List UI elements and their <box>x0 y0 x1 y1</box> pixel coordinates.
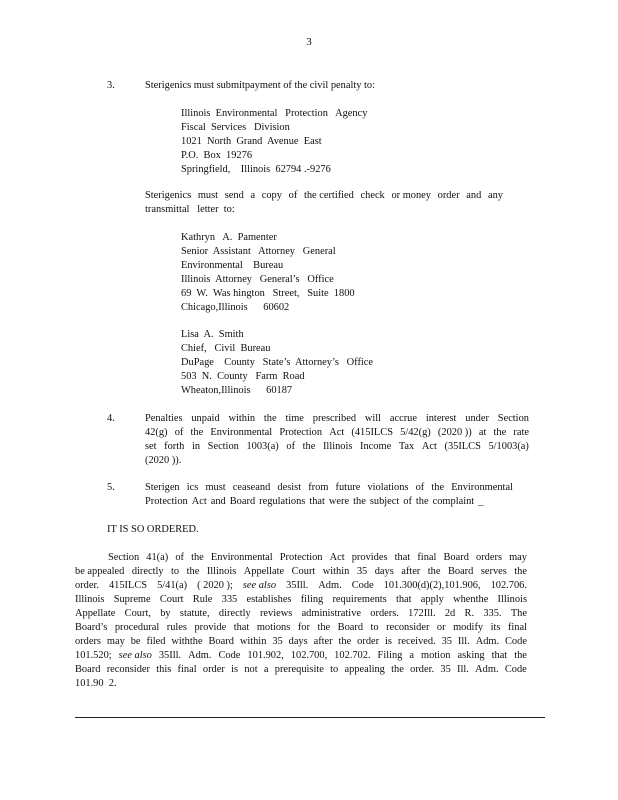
word: desist <box>277 482 302 493</box>
word: and <box>210 496 226 507</box>
text-line <box>75 593 527 607</box>
text-line <box>75 621 527 635</box>
item-5-text <box>145 481 513 509</box>
word: time <box>285 413 304 424</box>
item-3-intro: Sterigenics must submitpayment of the civil penalty to: <box>145 80 375 91</box>
text-line <box>75 551 527 565</box>
address-line: Environmental Bureau <box>181 260 284 271</box>
footer-divider <box>75 717 545 718</box>
word: the <box>415 496 429 507</box>
word: the <box>514 650 527 661</box>
word: the <box>263 413 277 424</box>
word: Code <box>351 580 374 591</box>
word: Board <box>447 566 474 577</box>
word: Ill. <box>457 636 470 647</box>
word: Adm. <box>188 650 212 661</box>
word: _ <box>478 496 484 507</box>
text-line <box>145 481 513 495</box>
word: final <box>507 622 527 633</box>
word: by <box>160 608 171 619</box>
word: Adm. <box>318 580 342 591</box>
word: its <box>490 622 501 633</box>
word: and <box>466 190 482 201</box>
word: The <box>510 608 527 619</box>
word: copy <box>261 190 282 201</box>
text-line <box>145 189 503 203</box>
word: the <box>191 552 204 563</box>
word: 102.702. <box>334 650 371 661</box>
word: after <box>401 566 421 577</box>
word: Board <box>208 636 234 647</box>
word: that <box>491 650 508 661</box>
word: the <box>353 496 366 507</box>
word: of <box>175 552 184 563</box>
word: prescribed <box>312 413 357 424</box>
word: see also <box>242 580 277 591</box>
word: 172Ill. <box>408 608 436 619</box>
word: not <box>244 664 258 675</box>
word: Code <box>504 664 527 675</box>
address-line: Wheaton,Illinois 60187 <box>181 385 293 396</box>
word: 5/1003(a) <box>488 441 529 452</box>
word: orders <box>75 636 101 647</box>
word: order <box>357 636 380 647</box>
word: Court <box>159 594 184 605</box>
word: 101.90 2. <box>75 678 117 689</box>
word: prerequisite <box>274 664 324 675</box>
word: the <box>186 566 200 577</box>
word: asking <box>457 650 485 661</box>
word: 35 <box>441 636 452 647</box>
word: Board <box>337 622 364 633</box>
word: will <box>364 413 382 424</box>
word: that <box>309 496 325 507</box>
word: (35ILCS <box>444 441 481 452</box>
word: future <box>335 482 361 493</box>
address-line: Illinois Attorney General’s Office <box>181 274 334 285</box>
appeal-paragraph <box>75 551 527 691</box>
word: 41(a) <box>146 552 169 563</box>
word: or <box>436 622 446 633</box>
address-line: Kathryn A. Pamenter <box>181 232 277 243</box>
word: 42(g) <box>145 427 168 438</box>
word: Act <box>421 441 437 452</box>
word: reconsider <box>386 622 430 633</box>
word: to <box>370 622 379 633</box>
word: orders <box>476 552 502 563</box>
word: Illinois <box>497 594 527 605</box>
word: order. <box>75 580 99 591</box>
text-line <box>75 663 527 677</box>
word: Section <box>108 552 140 563</box>
word: Court, <box>124 608 151 619</box>
word: that <box>233 622 250 633</box>
word: R. <box>464 608 475 619</box>
word: be <box>130 636 141 647</box>
word: unpaid <box>191 413 220 424</box>
word: subject <box>369 496 400 507</box>
word: serves <box>480 566 507 577</box>
word: withthe <box>171 636 203 647</box>
item-4-text <box>145 412 529 468</box>
text-line <box>75 607 527 621</box>
word: at <box>478 427 487 438</box>
word: 35Ill. <box>158 650 182 661</box>
word: motions <box>256 622 291 633</box>
word: reviews <box>259 608 293 619</box>
word: set <box>145 441 157 452</box>
word: 5/42(g) <box>400 427 431 438</box>
word: 35Ill. <box>286 580 309 591</box>
word: establishes <box>246 594 292 605</box>
address-line: Chicago,Illinois 60602 <box>181 302 290 313</box>
word: Illinois <box>206 566 237 577</box>
word: procedural <box>114 622 160 633</box>
word: Filing <box>377 650 403 661</box>
word: must <box>197 190 219 201</box>
text-line <box>145 440 529 454</box>
word: Section <box>207 441 239 452</box>
address-line: Lisa A. Smith <box>181 329 244 340</box>
word: Rule <box>192 594 213 605</box>
word: Act <box>191 496 207 507</box>
word: the <box>317 622 331 633</box>
word: of <box>286 441 296 452</box>
address-line: DuPage County State’s Attorney’s Office <box>181 357 374 368</box>
word: is <box>385 636 392 647</box>
word: 5/41(a) <box>157 580 188 591</box>
word: 102.700, <box>290 650 328 661</box>
word: 35 <box>440 664 451 675</box>
word: 101.902, <box>247 650 284 661</box>
word: interest <box>425 413 457 424</box>
word: the <box>302 441 316 452</box>
word: Code <box>505 636 527 647</box>
word: Environmental <box>451 482 513 493</box>
word: Supreme <box>113 594 151 605</box>
word: Environmental <box>210 552 273 563</box>
word: a <box>409 650 415 661</box>
recipient-1-address <box>181 231 355 315</box>
word: in <box>191 441 201 452</box>
word: within <box>239 636 267 647</box>
word: is <box>231 664 239 675</box>
page-number: 3 <box>306 36 312 48</box>
text-line <box>145 454 529 468</box>
word: days <box>288 636 308 647</box>
address-line: Chief, Civil Bureau <box>181 343 271 354</box>
word: Ill. <box>457 664 469 675</box>
word: violations <box>367 482 409 493</box>
word: 335 <box>221 594 238 605</box>
word: days <box>374 566 394 577</box>
address-line: Springfield, Illinois 62794 .-9276 <box>181 164 331 175</box>
word: check <box>360 190 385 201</box>
word: rules <box>166 622 187 633</box>
text-line <box>75 677 527 691</box>
word: ( 2020 ); <box>197 580 233 591</box>
word: order. <box>410 664 435 675</box>
word: (415ILCS <box>351 427 393 438</box>
item-number: 3. <box>107 80 115 91</box>
recipient-2-address <box>181 328 373 398</box>
word: send <box>224 190 244 201</box>
word: ceaseand <box>232 482 271 493</box>
word: under <box>465 413 489 424</box>
word: reconsider <box>106 664 150 675</box>
item-number: 4. <box>107 413 115 424</box>
word: appealing <box>344 664 385 675</box>
address-line: Fiscal Services Division <box>181 122 290 133</box>
address-line: Illinois Environmental Protection Agency <box>181 108 368 119</box>
word: orders. <box>370 608 399 619</box>
word: be appealed <box>75 566 125 577</box>
text-line <box>145 412 529 426</box>
text-line <box>75 649 527 663</box>
word: of <box>288 190 298 201</box>
word: transmittal letter to: <box>145 204 235 215</box>
word: within <box>322 566 350 577</box>
address-line: 1021 North Grand Avenue East <box>181 136 322 147</box>
word: Adm. <box>475 636 500 647</box>
word: apply <box>420 594 444 605</box>
word: rate <box>513 427 529 438</box>
word: Protection <box>279 552 323 563</box>
word: Board <box>229 496 256 507</box>
word: modify <box>453 622 484 633</box>
word: Illinois <box>322 441 353 452</box>
word: directly <box>218 608 251 619</box>
word: the <box>431 482 445 493</box>
item-number: 5. <box>107 482 115 493</box>
word: 35 <box>356 566 368 577</box>
word: Court <box>291 566 316 577</box>
word: (2020 )) <box>437 427 472 438</box>
word: within <box>228 413 256 424</box>
word: Sterigen <box>145 482 180 493</box>
word: the <box>190 427 204 438</box>
word: Appellate <box>75 608 116 619</box>
word: the <box>391 664 404 675</box>
word: were <box>328 496 350 507</box>
word: Board <box>443 552 469 563</box>
word: received. <box>397 636 436 647</box>
text-line <box>75 579 527 593</box>
payment-address <box>181 107 367 177</box>
word: Board <box>75 664 101 675</box>
copy-instruction <box>145 189 503 217</box>
word: Illinois <box>75 594 105 605</box>
word: Section <box>497 413 529 424</box>
word: ics <box>186 482 199 493</box>
word: directly <box>131 566 164 577</box>
word: Act <box>329 427 345 438</box>
word: Penalties <box>145 413 183 424</box>
word: 1003(a) <box>246 441 279 452</box>
word: filing <box>300 594 324 605</box>
word: filed <box>146 636 166 647</box>
word: complaint <box>432 496 475 507</box>
word: requirements <box>332 594 387 605</box>
word: forth <box>164 441 185 452</box>
word: to <box>171 566 180 577</box>
word: a <box>263 664 269 675</box>
word: may <box>106 636 125 647</box>
word: statute, <box>179 608 210 619</box>
text-line <box>145 426 529 440</box>
word: to <box>330 664 339 675</box>
word: Income <box>360 441 392 452</box>
word: the certified <box>303 190 354 201</box>
text-line <box>145 203 503 217</box>
address-line: 503 N. County Farm Road <box>181 371 305 382</box>
word: motion <box>421 650 451 661</box>
word: final <box>417 552 437 563</box>
address-line: Senior Assistant Attorney General <box>181 246 336 257</box>
word: that <box>394 552 411 563</box>
word: Adm. <box>475 664 499 675</box>
word: 2d <box>444 608 456 619</box>
word: the <box>427 566 441 577</box>
word: after <box>313 636 333 647</box>
word: (2020 )). <box>145 455 182 466</box>
word: whenthe <box>453 594 489 605</box>
word: provides <box>351 552 388 563</box>
word: Protection <box>145 496 188 507</box>
word: of <box>415 482 425 493</box>
word: for <box>297 622 310 633</box>
address-line: P.O. Box 19276 <box>181 150 253 161</box>
word: 335. <box>483 608 502 619</box>
word: or money <box>391 190 431 201</box>
word: Act <box>329 552 345 563</box>
word: 35 <box>272 636 283 647</box>
word: 101.520; <box>75 650 112 661</box>
word: Sterigenics <box>145 190 192 201</box>
word: of <box>174 427 184 438</box>
word: order <box>437 190 460 201</box>
word: this <box>156 664 172 675</box>
word: see also <box>118 650 152 661</box>
word: a <box>250 190 256 201</box>
word: administrative <box>301 608 362 619</box>
word: must <box>205 482 226 493</box>
word: Environmental <box>210 427 273 438</box>
word: final <box>177 664 197 675</box>
word: from <box>308 482 329 493</box>
word: 101.300(d)(2),101.906, <box>383 580 481 591</box>
word: order <box>202 664 225 675</box>
address-line: 69 W. Was hington Street, Suite 1800 <box>181 288 355 299</box>
word: of <box>403 496 412 507</box>
word: provide <box>194 622 227 633</box>
word: the <box>338 636 352 647</box>
word: regulations <box>259 496 306 507</box>
word: Protection <box>279 427 323 438</box>
word: may <box>509 552 527 563</box>
word: Appellate <box>243 566 285 577</box>
word: Code <box>218 650 241 661</box>
word: Board’s <box>75 622 108 633</box>
word: the <box>514 566 527 577</box>
word: 102.706. <box>490 580 527 591</box>
word: the <box>493 427 507 438</box>
word: that <box>395 594 412 605</box>
word: Tax <box>398 441 415 452</box>
text-line <box>75 635 527 649</box>
text-line <box>75 565 527 579</box>
word: any <box>487 190 503 201</box>
word: accrue <box>389 413 417 424</box>
order-statement: IT IS SO ORDERED. <box>107 524 199 535</box>
text-line <box>145 495 513 509</box>
word: 415ILCS <box>108 580 148 591</box>
